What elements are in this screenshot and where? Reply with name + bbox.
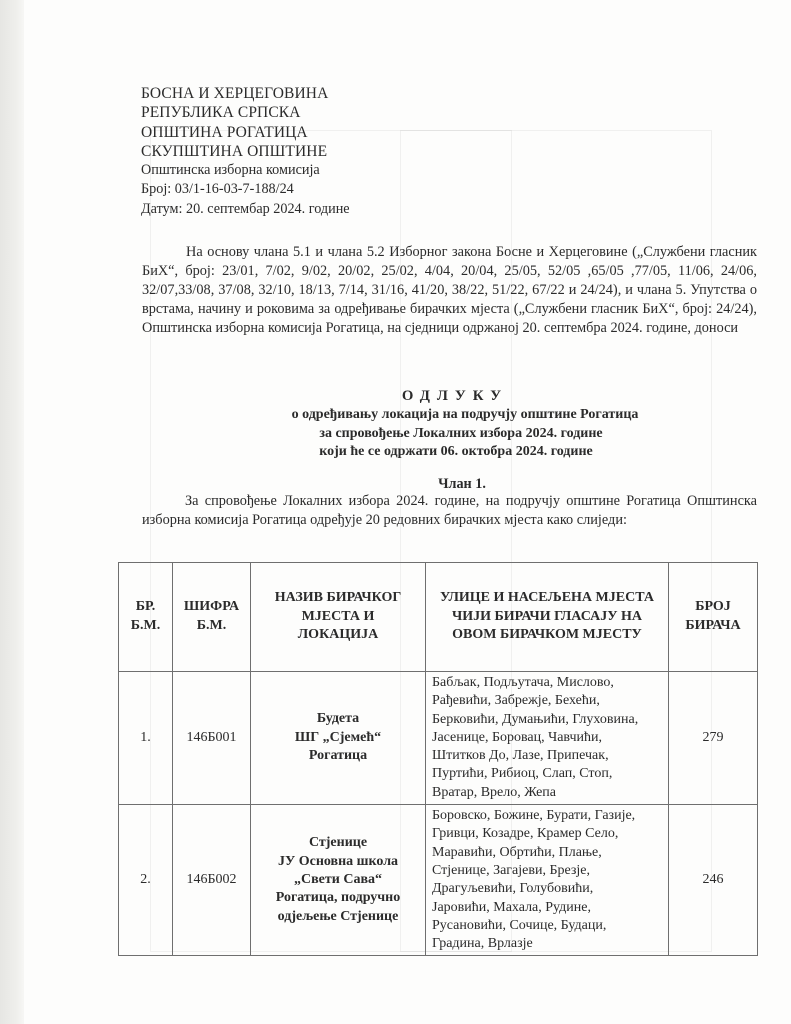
station-places: Бабљак, Подљутача, Мислово, Рађевићи, Забрежје, Бехећи, Берковићи, Думањићи, Глуховина, Јасенице, Боровац, Чавчићи, Штитков До, Лазе, Припечак, Пуртићи, Рибиоц, Слап, Стоп, Вратар, Врело, Жепа (426, 672, 669, 805)
station-number: 2. (119, 805, 173, 956)
station-name: Будета ШГ „Сјемећ“ Рогатица (251, 672, 426, 805)
document-number: Број: 03/1-16-03-7-188/24 (141, 181, 294, 198)
header-station-code: ШИФРА Б.М. (173, 563, 251, 672)
decision-subtitle-line: за спровођење Локалних избора 2024. године (319, 425, 603, 441)
table-row (119, 805, 758, 956)
legal-basis-paragraph (142, 243, 757, 338)
voter-count: 246 (669, 805, 758, 956)
header-municipality: ОПШТИНА РОГАТИЦА (141, 123, 308, 141)
station-places: Боровско, Божине, Бурати, Газије, Гривци, Козадре, Крамер Село, Маравићи, Обртићи, Плање, Стјенице, Загајеви, Брезје, Драгуљевићи, Голубовићи, Јаровићи, Махала, Рудине, Русановићи, Сочице, Будаци, Градина, Врлазје (426, 805, 669, 956)
article-body (142, 492, 757, 530)
header-country: БОСНА И ХЕРЦЕГОВИНА (141, 85, 329, 102)
legal-basis-text: На основу члана 5.1 и члана 5.2 Изборног закона Босне и Херцеговине („Службени гласник БиХ“, број: 23/01, 7/02, 9/02, 20/02, 25/02, 4/04, 20/04, 25/05, 52/05 ,65/05 ,77/05, 11/06, 24/06, 32/07,33/08, 37/08, 32/10, 18/13, 7/14, 31/16, 41/20, 38/22, 51/22, 67/22 и 24/24), и члана 5. Упутства о врстама, начину и роковима за одређивање бирачких мјеста („Службени гласник БиХ“, број: 24/24), Општинска изборна комисија Рогатица, на сједници одржаној 20. септембра 2024. године, доноси (142, 244, 757, 337)
polling-stations-table (118, 562, 758, 956)
article-text: За спровођење Локалних избора 2024. године, на подручју општине Рогатица Општинска изборна комисија Рогатица одређује 20 редовних бирачких мјеста како слиједи: (142, 493, 757, 528)
station-code: 146Б001 (173, 672, 251, 805)
decision-subtitle-line: који ће се одржати 06. октобра 2024. године (319, 444, 593, 460)
decision-subtitle-line: о одређивању локација на подручју општине Рогатица (291, 407, 639, 422)
document-date: Датум: 20. септембар 2024. године (141, 200, 350, 217)
station-code: 146Б002 (173, 805, 251, 956)
header-places: УЛИЦЕ И НАСЕЉЕНА МЈЕСТА ЧИЈИ БИРАЧИ ГЛАСАЈУ НА ОВОМ БИРАЧКОМ МЈЕСТУ (426, 563, 669, 672)
decision-heading (140, 386, 760, 462)
table-header-row (119, 563, 758, 672)
header-commission: Општинска изборна комисија (141, 162, 320, 179)
voter-count: 279 (669, 672, 758, 805)
header-station-number: БР. Б.М. (119, 563, 173, 672)
header-entity: РЕПУБЛИКА СРПСКА (141, 104, 301, 122)
decision-title: ОДЛУКУ (401, 388, 509, 404)
table-row (119, 672, 758, 805)
document-header (141, 84, 350, 219)
station-name: Стјенице ЈУ Основна школа „Свети Сава“ Рогатица, подручно одјељење Стјенице (251, 805, 426, 956)
article-title: Члан 1. (438, 476, 486, 492)
header-station-name: НАЗИВ БИРАЧКОГ МЈЕСТА И ЛОКАЦИЈА (251, 563, 426, 672)
header-voter-count: БРОЈ БИРАЧА (669, 563, 758, 672)
station-number: 1. (119, 672, 173, 805)
header-assembly: СКУПШТИНА ОПШТИНЕ (141, 142, 328, 160)
